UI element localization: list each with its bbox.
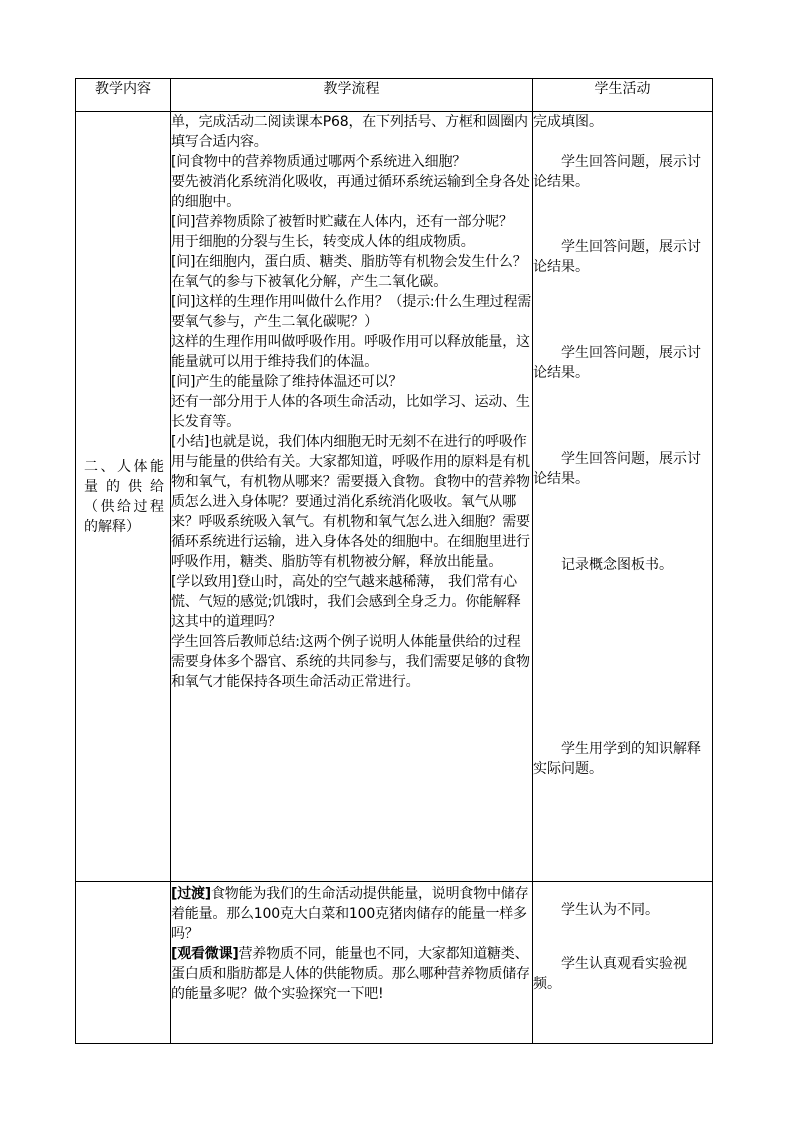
flow-text: 营养物质不同，能量也不同，大家都知道糖类、蛋白质和脂肪都是人体的供能物质。那么哪种营养物质储存的能量多呢？做个实验探究一下吧! (171, 946, 530, 1002)
table-row (76, 882, 713, 1044)
flow-paragraph: [小结]也就是说，我们体内细胞无时无刻不在进行的呼吸作用与能量的供给有关。大家都知道，呼吸作用的原料是有机物和氧气，有机物从哪来？需要摄入食物。食物中的营养物质怎么进入身体呢？要通过消化系统消化吸收。氧气从哪来？呼吸系统吸入氧气。有机物和氧气怎么进入细胞？需要循环系统进行运输，进入身体各处的细胞中。在细胞里进行呼吸作用，糖类、脂肪等有机物被分解，释放出能量。 (171, 434, 530, 570)
flow-paragraph: [学以致用]登山时，高处的空气越来越稀薄， 我们常有心慌、气短的感觉;饥饿时，我们会感到全身乏力。你能解释这其中的道理吗？ (171, 574, 521, 630)
flow-paragraph: 要先被消化系统消化吸收，再通过循环系统运输到全身各处的细胞中。 (171, 174, 530, 210)
flow-paragraph: 用于细胞的分裂与生长，转变成人体的组成物质。 (171, 234, 475, 250)
activity-item: 学生认为不同。 (561, 902, 659, 918)
flow-paragraph (171, 944, 532, 1004)
header-activity: 学生活动 (533, 79, 713, 112)
flow-paragraph: [问]产生的能量除了维持体温还可以？ (171, 374, 403, 390)
flow-tag: [观看微课] (171, 946, 239, 962)
flow-paragraph: 这样的生理作用叫做呼吸作用。呼吸作用可以释放能量，这能量就可以用于维持我们的体温。 (171, 334, 530, 370)
flow-cell (171, 112, 533, 882)
flow-paragraph: 还有一部分用于人体的各项生命活动，比如学习、运动、生长发育等。 (171, 394, 530, 430)
flow-text: 食物能为我们的生命活动提供能量，说明食物中储存着能量。那么100克大白菜和100克猪肉储存的能量一样多吗？ (171, 886, 529, 942)
flow-tag: [过渡] (171, 886, 211, 902)
flow-paragraph: [问]营养物质除了被暂时贮藏在人体内，还有一部分呢？ (171, 214, 513, 230)
flow-paragraph: 学生回答后教师总结:这两个例子说明人体能量供给的过程需要身体多个器官、系统的共同参与，我们需要足够的食物和氧气才能保持各项生命活动正常进行。 (171, 634, 530, 690)
activity-item: 学生认真观看实验视频。 (533, 956, 687, 992)
activity-item: 学生回答问题，展示讨论结果。 (533, 451, 701, 487)
activity-item: 完成填图。 (533, 114, 603, 130)
flow-paragraph (171, 884, 532, 944)
activity-cell (533, 112, 713, 882)
lesson-plan-table (75, 78, 713, 1044)
header-row (76, 79, 713, 112)
activity-item: 学生回答问题，展示讨论结果。 (533, 345, 701, 381)
content-cell (76, 882, 171, 1044)
header-flow: 教学流程 (171, 79, 533, 112)
activity-item: 记录概念图板书。 (561, 557, 673, 573)
activity-cell (533, 882, 713, 1044)
flow-paragraph: [问食物中的营养物质通过哪两个系统进入细胞？ (171, 154, 467, 170)
table-row (76, 112, 713, 882)
activity-item: 学生回答问题，展示讨论结果。 (533, 154, 701, 190)
flow-cell (171, 882, 533, 1044)
content-cell: 二、人体能量的供给（供给过程的解释） (76, 112, 171, 882)
header-content: 教学内容 (76, 79, 171, 112)
flow-paragraph: 在氧气的参与下被氧化分解，产生二氧化碳。 (171, 274, 447, 290)
activity-item: 学生用学到的知识解释实际问题。 (533, 741, 701, 777)
flow-paragraph: 单，完成活动二阅读课本P68，在下列括号、方框和圆圈内填写合适内容。 (171, 114, 528, 150)
flow-paragraph: [问]这样的生理作用叫做什么作用？（提示:什么生理过程需要氧气参与，产生二氧化碳呢？） (171, 294, 532, 330)
flow-paragraph: [问]在细胞内，蛋白质、糖类、脂肪等有机物会发生什么？ (171, 254, 527, 270)
activity-item: 学生回答问题，展示讨论结果。 (533, 239, 701, 275)
